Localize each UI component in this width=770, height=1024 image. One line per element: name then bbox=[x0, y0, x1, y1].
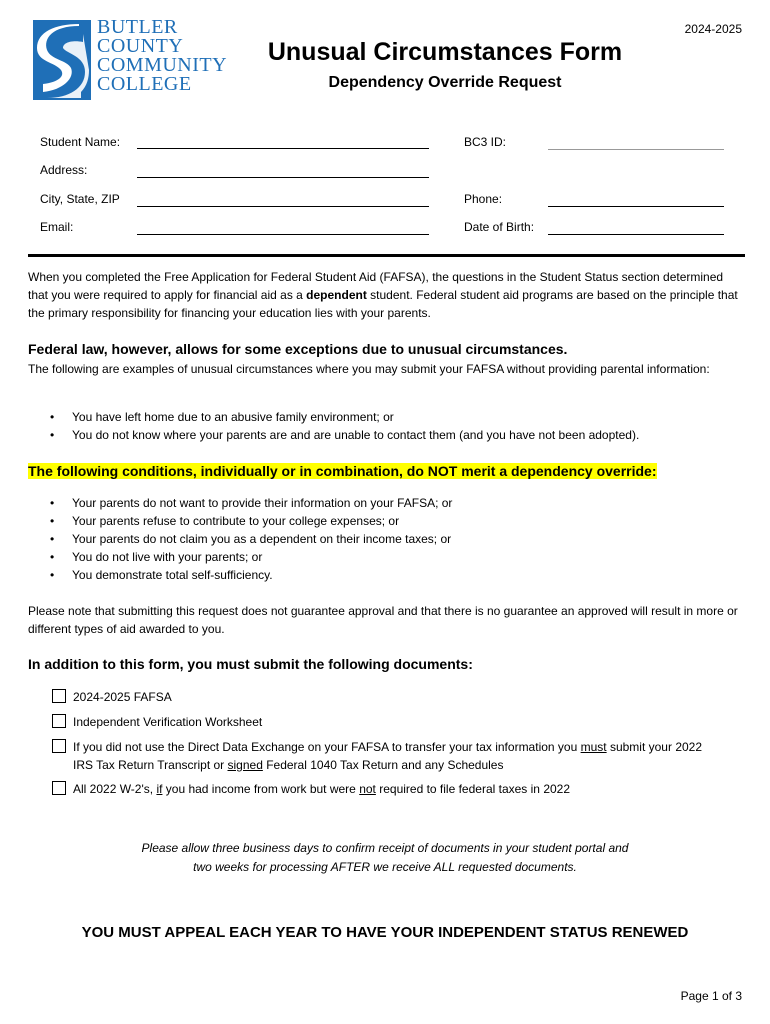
tax-return-text-3: IRS Tax Return Transcript or bbox=[73, 758, 228, 772]
tax-return-signed: signed bbox=[227, 758, 263, 772]
w2-if: if bbox=[156, 782, 163, 796]
section-divider bbox=[28, 254, 745, 257]
email-label: Email: bbox=[40, 220, 74, 234]
list-item: • Your parents do not claim you as a dependent on their income taxes; or bbox=[28, 530, 748, 548]
exceptions-heading: Federal law, however, allows for some exceptions due to unusual circumstances. bbox=[28, 341, 568, 357]
renewal-banner: YOU MUST APPEAL EACH YEAR TO HAVE YOUR INDEPENDENT STATUS RENEWED bbox=[81, 924, 689, 941]
list-item: • You have left home due to an abusive family environment; or bbox=[28, 408, 748, 426]
tax-return-text-2: submit your 2022 bbox=[606, 740, 703, 754]
processing-note-line-2: two weeks for processing AFTER we receive ALL requested documents. bbox=[193, 860, 577, 874]
not-merit-list bbox=[28, 494, 748, 584]
logo-line-2: COUNTY bbox=[97, 35, 184, 57]
fafsa-checkbox[interactable] bbox=[52, 689, 66, 703]
bc3-id-field[interactable] bbox=[548, 149, 724, 150]
address-field[interactable] bbox=[137, 177, 429, 178]
w2-text-3: required to file federal taxes in 2022 bbox=[375, 782, 571, 796]
intro-text-2: student. Federal student aid programs are based on the principle that the primary responsibility for financing your education lies with your parents. bbox=[28, 288, 738, 320]
intro-text-1: When you completed the Free Application for Federal Student Aid (FAFSA), the questions in the Student Status section determined that you were required to apply for financial aid as a bbox=[28, 270, 724, 302]
tax-return-checkbox[interactable] bbox=[52, 739, 66, 753]
tax-return-label bbox=[73, 738, 702, 774]
list-item: • Your parents do not want to provide their information on your FAFSA; or bbox=[28, 494, 748, 512]
processing-note bbox=[0, 839, 770, 877]
tax-return-text-4: Federal 1040 Tax Return and any Schedules bbox=[262, 758, 504, 772]
document-item-fafsa bbox=[52, 688, 752, 706]
address-label: Address: bbox=[40, 163, 88, 177]
form-subtitle: Dependency Override Request bbox=[328, 74, 562, 91]
email-field[interactable] bbox=[137, 234, 429, 235]
w2-text-1: All 2022 W-2's, bbox=[73, 782, 157, 796]
exceptions-list bbox=[28, 408, 748, 444]
worksheet-label: Independent Verification Worksheet bbox=[73, 715, 263, 729]
city-state-zip-field[interactable] bbox=[137, 206, 429, 207]
w2-text-2: you had income from work but were bbox=[162, 782, 360, 796]
logo-line-3: COMMUNITY bbox=[97, 54, 228, 76]
logo-line-1: BUTLER bbox=[97, 16, 178, 38]
disclaimer-paragraph: Please note that submitting this request does not guarantee approval and that there is no guarantee an approved will result in more or different types of aid awarded to you. bbox=[28, 604, 738, 636]
student-name-label: Student Name: bbox=[40, 135, 121, 149]
student-name-field[interactable] bbox=[137, 148, 429, 149]
city-state-zip-label: City, State, ZIP bbox=[40, 192, 120, 206]
not-merit-heading bbox=[28, 463, 657, 479]
w2-not: not bbox=[359, 782, 376, 796]
academic-year: 2024-2025 bbox=[684, 22, 742, 36]
tax-return-must: must bbox=[580, 740, 607, 754]
not-merit-heading-text: The following conditions, individually or in combination, do NOT merit a dependency override: bbox=[28, 463, 657, 479]
phone-field[interactable] bbox=[548, 206, 724, 207]
list-item: • Your parents refuse to contribute to your college expenses; or bbox=[28, 512, 748, 530]
phone-label: Phone: bbox=[464, 192, 503, 206]
document-item-w2 bbox=[52, 780, 752, 798]
intro-dependent-bold: dependent bbox=[306, 288, 367, 302]
fafsa-label: 2024-2025 FAFSA bbox=[73, 690, 172, 704]
w2-label bbox=[73, 780, 570, 798]
bc3-id-label: BC3 ID: bbox=[464, 135, 507, 149]
document-item-tax-return bbox=[52, 738, 752, 774]
w2-checkbox[interactable] bbox=[52, 781, 66, 795]
logo-line-4: COLLEGE bbox=[97, 73, 192, 95]
exceptions-text: The following are examples of unusual circumstances where you may submit your FAFSA without providing parental information: bbox=[28, 362, 710, 376]
worksheet-checkbox[interactable] bbox=[52, 714, 66, 728]
processing-note-line-1: Please allow three business days to confirm receipt of documents in your student portal and bbox=[141, 841, 629, 855]
date-of-birth-label: Date of Birth: bbox=[464, 220, 535, 234]
list-item: • You demonstrate total self-sufficiency. bbox=[28, 566, 748, 584]
tax-return-text-1: If you did not use the Direct Data Exchange on your FAFSA to transfer your tax information you bbox=[73, 740, 581, 754]
form-title: Unusual Circumstances Form bbox=[267, 38, 623, 66]
page-number: Page 1 of 3 bbox=[680, 989, 742, 1003]
document-item-worksheet bbox=[52, 713, 752, 731]
intro-paragraph bbox=[28, 268, 746, 322]
documents-heading: In addition to this form, you must submit the following documents: bbox=[28, 656, 473, 672]
list-item: • You do not know where your parents are and are unable to contact them (and you have not been adopted). bbox=[28, 426, 748, 444]
list-item: • You do not live with your parents; or bbox=[28, 548, 748, 566]
date-of-birth-field[interactable] bbox=[548, 234, 724, 235]
